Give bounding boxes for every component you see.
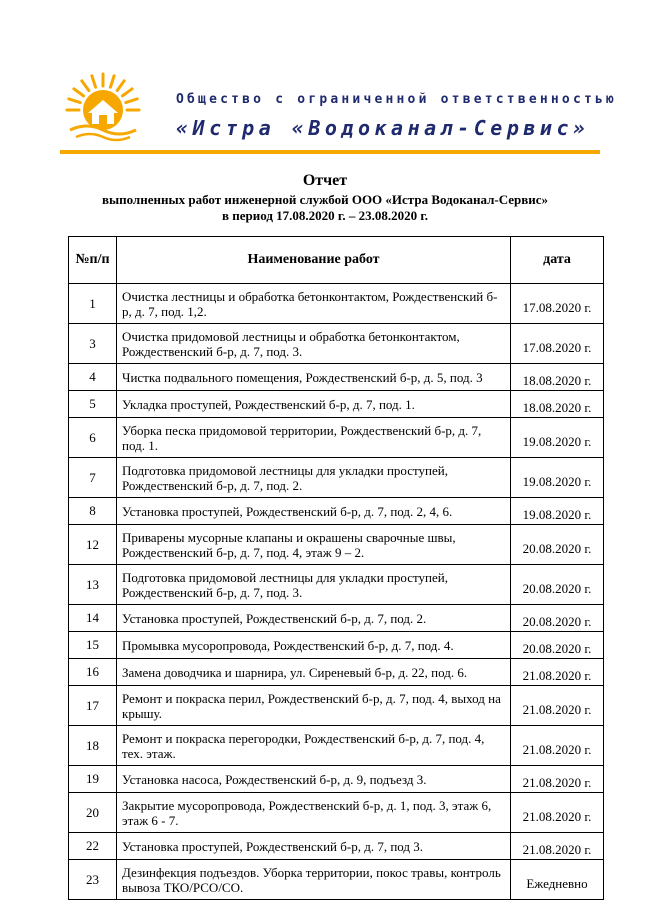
table-row (69, 458, 604, 498)
work-date: 20.08.2020 г. (511, 565, 604, 605)
table-row (69, 686, 604, 726)
table-row (69, 793, 604, 833)
company-form: Общество с ограниченной ответственностью (176, 92, 618, 107)
work-name: Очистка придомовой лестницы и обработка бетонконтактом, Рождественский б-р, д. 7, под. 3. (117, 324, 511, 364)
row-number: 3 (69, 324, 117, 364)
work-date: 18.08.2020 г. (511, 391, 604, 418)
row-number: 1 (69, 284, 117, 324)
row-number: 5 (69, 391, 117, 418)
work-name: Установка проступей, Рождественский б-р, д. 7, под 3. (117, 833, 511, 860)
row-number: 19 (69, 766, 117, 793)
work-date: 18.08.2020 г. (511, 364, 604, 391)
work-name: Подготовка придомовой лестницы для укладки проступей, Рождественский б-р, д. 7, под. 3. (117, 565, 511, 605)
table-row (69, 284, 604, 324)
work-date: 17.08.2020 г. (511, 324, 604, 364)
header-name: Наименование работ (117, 237, 511, 284)
report-subtitle: выполненных работ инженерной службой ООО «Истра Водоканал-Сервис» (101, 192, 549, 207)
table-row (69, 766, 604, 793)
row-number: 14 (69, 605, 117, 632)
table-row (69, 860, 604, 900)
work-date: 20.08.2020 г. (511, 605, 604, 632)
table-header-row (69, 237, 604, 284)
work-name: Уборка песка придомовой территории, Рождественский б-р, д. 7, под. 1. (117, 418, 511, 458)
table-row (69, 565, 604, 605)
row-number: 22 (69, 833, 117, 860)
work-date: 19.08.2020 г. (511, 418, 604, 458)
work-date: 20.08.2020 г. (511, 632, 604, 659)
work-date: 21.08.2020 г. (511, 833, 604, 860)
work-name: Ремонт и покраска перил, Рождественский б-р, д. 7, под. 4, выход на крышу. (117, 686, 511, 726)
work-name: Укладка проступей, Рождественский б-р, д. 7, под. 1. (117, 391, 511, 418)
row-number: 20 (69, 793, 117, 833)
work-date: 21.08.2020 г. (511, 766, 604, 793)
work-name: Приварены мусорные клапаны и окрашены сварочные швы, Рождественский б-р, д. 7, под. 4, этаж 9 – 2. (117, 525, 511, 565)
work-date: 19.08.2020 г. (511, 498, 604, 525)
table-row (69, 525, 604, 565)
work-date: 21.08.2020 г. (511, 726, 604, 766)
header-divider (60, 150, 600, 154)
header-num: №п/п (69, 237, 117, 284)
row-number: 16 (69, 659, 117, 686)
table-row (69, 726, 604, 766)
work-name: Чистка подвального помещения, Рождественский б-р, д. 5, под. 3 (117, 364, 511, 391)
table-row (69, 391, 604, 418)
work-name: Промывка мусоропровода, Рождественский б-р, д. 7, под. 4. (117, 632, 511, 659)
company-name: «Истра «Водоканал-Сервис» (176, 116, 590, 140)
work-name: Установка насоса, Рождественский б-р, д. 9, подъезд 3. (117, 766, 511, 793)
work-name: Установка проступей, Рождественский б-р, д. 7, под. 2, 4, 6. (117, 498, 511, 525)
work-date: 21.08.2020 г. (511, 793, 604, 833)
row-number: 6 (69, 418, 117, 458)
table-row (69, 498, 604, 525)
work-name: Подготовка придомовой лестницы для укладки проступей, Рождественский б-р, д. 7, под. 2. (117, 458, 511, 498)
row-number: 13 (69, 565, 117, 605)
work-name: Замена доводчика и шарнира, ул. Сиреневый б-р, д. 22, под. 6. (117, 659, 511, 686)
works-table (68, 236, 604, 900)
work-date: 21.08.2020 г. (511, 659, 604, 686)
table-row (69, 833, 604, 860)
row-number: 7 (69, 458, 117, 498)
row-number: 23 (69, 860, 117, 900)
work-name: Дезинфекция подъездов. Уборка территории, покос травы, контроль вывоза ТКО/РСО/СО. (117, 860, 511, 900)
table-row (69, 632, 604, 659)
work-name: Закрытие мусоропровода, Рождественский б-р, д. 1, под. 3, этаж 6, этаж 6 - 7. (117, 793, 511, 833)
work-name: Установка проступей, Рождественский б-р, д. 7, под. 2. (117, 605, 511, 632)
row-number: 18 (69, 726, 117, 766)
row-number: 17 (69, 686, 117, 726)
report-title: Отчет (302, 172, 348, 189)
work-name: Ремонт и покраска перегородки, Рождественский б-р, д. 7, под. 4, тех. этаж. (117, 726, 511, 766)
sun-house-logo-icon (62, 70, 144, 142)
table-row (69, 605, 604, 632)
work-date: 17.08.2020 г. (511, 284, 604, 324)
work-date: 21.08.2020 г. (511, 686, 604, 726)
table-row (69, 324, 604, 364)
work-date: 19.08.2020 г. (511, 458, 604, 498)
row-number: 4 (69, 364, 117, 391)
report-period: в период 17.08.2020 г. – 23.08.2020 г. (221, 208, 429, 223)
row-number: 12 (69, 525, 117, 565)
work-name: Очистка лестницы и обработка бетонконтактом, Рождественский б-р, д. 7, под. 1,2. (117, 284, 511, 324)
row-number: 8 (69, 498, 117, 525)
row-number: 15 (69, 632, 117, 659)
work-date: 20.08.2020 г. (511, 525, 604, 565)
table-row (69, 364, 604, 391)
table-row (69, 659, 604, 686)
header-date: дата (511, 237, 604, 284)
table-row (69, 418, 604, 458)
work-date: Ежедневно (511, 860, 604, 900)
